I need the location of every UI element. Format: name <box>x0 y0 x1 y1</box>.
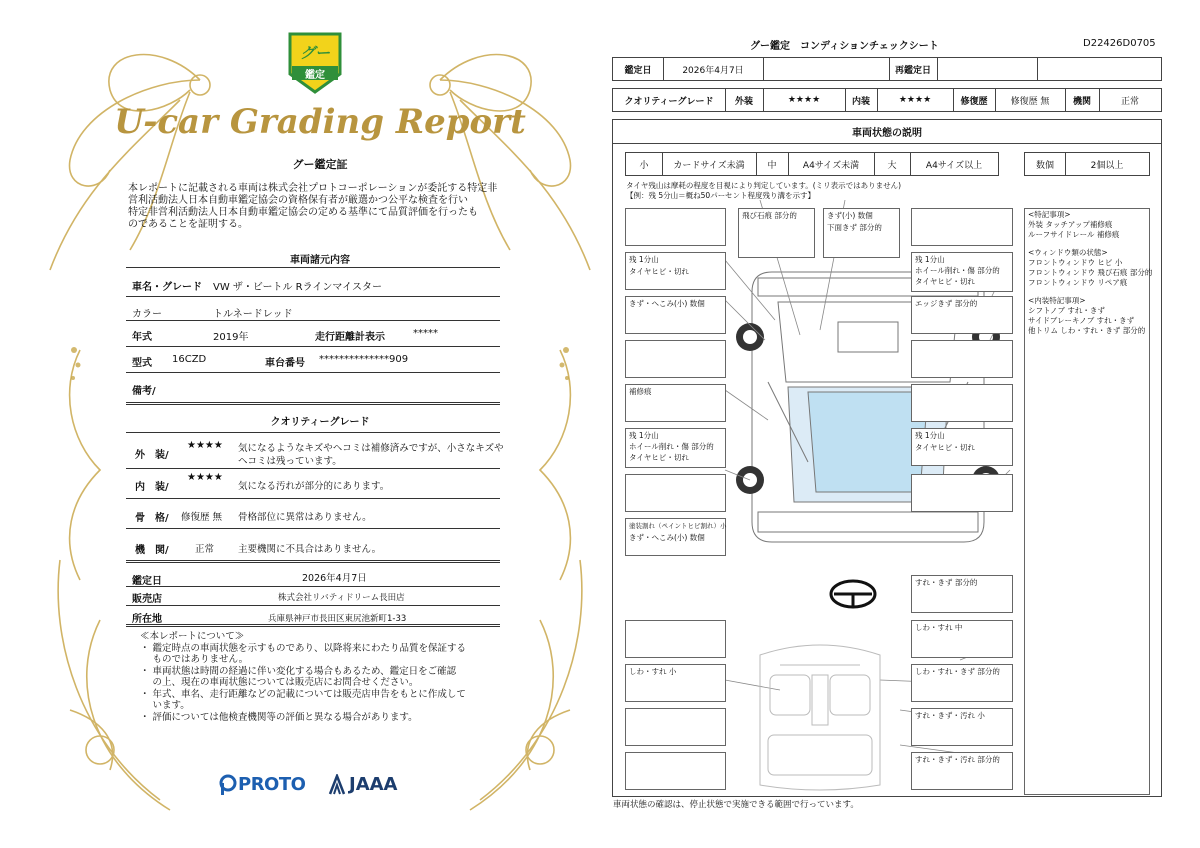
jaaa-logo-text: JAAA <box>349 774 398 795</box>
size-legend <box>625 152 999 176</box>
divider <box>126 267 500 268</box>
note-text: きず・へこみ(小) 数個 <box>629 533 705 542</box>
engine-label: 機 関/ <box>135 545 169 556</box>
exterior-box <box>625 252 726 290</box>
appraisal-date-value: 2026年4月7日 <box>302 573 367 584</box>
exterior-box <box>625 208 726 246</box>
exterior-label: 外 装/ <box>135 450 169 461</box>
count-legend <box>1024 152 1150 176</box>
legend-mid-desc: A4サイズ未満 <box>802 160 860 171</box>
mileage-label: 走行距離計表示 <box>315 332 385 343</box>
special-heading: <特記事項> <box>1028 210 1071 219</box>
badge-bottom-text: 鑑定 <box>305 70 325 81</box>
engine-value: 正常 <box>195 544 215 555</box>
interior-box <box>911 664 1013 702</box>
special-item: 他トリム しわ・すれ・きず 部分的 <box>1028 326 1146 335</box>
car-interior-diagram <box>740 635 900 795</box>
note-line: ・ 年式、車名、走行距離などの記載については販売店申告をもとに作成して <box>140 688 466 700</box>
divider <box>126 372 500 373</box>
special-item: サイドブレーキノブ すれ・きず <box>1028 316 1135 325</box>
exterior-box <box>911 474 1013 512</box>
grade-row <box>612 88 1162 112</box>
tire-note-1: タイヤ残山は摩耗の程度を目視により判定しています。(ミリ表示ではありません) <box>626 181 902 190</box>
special-item: フロントウィンドウ 飛び石痕 部分的 <box>1028 268 1153 277</box>
chassis-label: 車台番号 <box>265 358 305 369</box>
model-label: 型式 <box>132 358 152 369</box>
special-heading: <ウィンドウ類の状態> <box>1028 248 1108 257</box>
divider <box>126 402 500 405</box>
grading-certificate <box>40 20 600 835</box>
note-text: タイヤヒビ・切れ <box>629 267 689 276</box>
note-text: しわ・すれ 小 <box>629 667 677 676</box>
exterior-box <box>625 296 726 334</box>
note-text: すれ・きず 部分的 <box>915 578 978 587</box>
divider <box>126 560 500 563</box>
year-label: 年式 <box>132 332 152 343</box>
repair-value: 修復歴 無 <box>1010 96 1050 107</box>
model-value: 16CZD <box>172 354 207 365</box>
notes-title: ≪本レポートについて≫ <box>140 631 245 642</box>
note-label: 備考/ <box>132 386 156 397</box>
interior-box <box>625 664 726 702</box>
note-line: ものではありません。 <box>140 654 249 665</box>
interior-box <box>625 620 726 658</box>
script-title: U-car Grading Report <box>114 102 526 142</box>
color-value: トルネードレッド <box>213 309 293 320</box>
legend-mid: 中 <box>767 160 777 171</box>
frame-label: 骨 格/ <box>135 513 169 524</box>
interior-box <box>911 752 1013 790</box>
engine-label: 機関 <box>1072 96 1091 107</box>
special-item: フロントウィンドウ リペア痕 <box>1028 278 1128 287</box>
interior-desc: 気になる汚れが部分的にあります。 <box>238 481 390 492</box>
tire-note-2: 【例：残 5分山＝概ね50パーセント程度残り溝を示す】 <box>626 191 816 200</box>
jaaa-logo <box>328 772 408 798</box>
date-row <box>612 57 1162 81</box>
legend-count-desc: 2個以上 <box>1090 160 1124 171</box>
note-text: きず(小) 数個 <box>827 211 873 220</box>
badge-top-text: グー <box>299 44 330 62</box>
interior-box <box>911 575 1013 613</box>
note-text: 下面きず 部分的 <box>827 223 882 232</box>
special-item: ルーフサイドレール 補修痕 <box>1028 230 1120 239</box>
car-name-value: VW ザ・ビートル Rラインマイスター <box>213 282 383 293</box>
mileage-value: ***** <box>413 328 438 339</box>
note-line: の上、現在の車両状態については販売店にお問合せください。 <box>140 677 419 688</box>
note-line: います。 <box>140 700 190 711</box>
exterior-desc-1: 気になるようなキズやヘコミは補修済みですが、小さなキズや <box>238 443 504 454</box>
report-notes <box>140 631 500 723</box>
exterior-stars: ★★★★ <box>787 95 821 105</box>
interior-box <box>625 708 726 746</box>
frame-value: 修復歴 無 <box>181 512 223 523</box>
interior-label: 内装 <box>851 96 870 107</box>
dealer-value: 株式会社リバティドリーム長田店 <box>278 593 405 603</box>
engine-value: 正常 <box>1120 96 1139 107</box>
goo-kantei-badge <box>286 30 344 96</box>
divider <box>126 528 500 529</box>
exterior-box <box>625 340 726 378</box>
intro-line: のであることを証明する。 <box>128 219 248 230</box>
interior-box <box>625 752 726 790</box>
note-text: すれ・きず・汚れ 小 <box>915 711 985 720</box>
exterior-box <box>625 428 726 468</box>
date-value: 2026年4月7日 <box>682 65 744 76</box>
exterior-box <box>911 208 1013 246</box>
exterior-box <box>625 474 726 512</box>
proto-logo <box>218 772 318 798</box>
exterior-box <box>625 384 726 422</box>
date-label: 鑑定日 <box>624 65 652 76</box>
steering-wheel-icon <box>828 578 878 610</box>
intro-line: 本レポートに記載される車両は株式会社プロトコーポレーションが委託する特定非 <box>128 183 498 194</box>
note-text: しわ・すれ 中 <box>915 623 963 632</box>
divider <box>126 346 500 347</box>
note-text: エッジきず 部分的 <box>915 299 978 308</box>
spec-title: 車両諸元内容 <box>290 255 350 266</box>
note-line: ・ 評価については他検査機関等の評価と異なる場合があります。 <box>140 711 418 723</box>
dealer-label: 販売店 <box>132 594 162 605</box>
exterior-box <box>911 252 1013 292</box>
legend-small: 小 <box>639 160 649 171</box>
interior-stars: ★★★★ <box>187 472 223 483</box>
certificate-title: グー鑑定証 <box>292 158 348 171</box>
exterior-desc-2: ヘコミは残っています。 <box>238 456 342 467</box>
footer-note: 車両状態の確認は、停止状態で実施できる範囲で行っています。 <box>613 800 859 810</box>
exterior-stars: ★★★★ <box>187 440 223 451</box>
special-item: フロントウィンドウ ヒビ 小 <box>1028 258 1123 267</box>
divider <box>126 605 500 606</box>
note-text: 塗装割れ（ペイントヒビ割れ）小 <box>629 522 727 530</box>
divider <box>126 624 500 627</box>
exterior-box <box>625 518 726 556</box>
address-label: 所在地 <box>132 614 162 625</box>
legend-large: 大 <box>887 160 897 171</box>
special-item: 外装 タッチアップ補修痕 <box>1028 220 1113 229</box>
exterior-label: 外装 <box>734 96 753 107</box>
exterior-box <box>911 428 1013 466</box>
note-text: しわ・すれ・きず 部分的 <box>915 667 1000 676</box>
note-text: 残 1分山 <box>915 255 945 264</box>
exterior-box <box>823 208 900 258</box>
interior-box <box>911 620 1013 658</box>
legend-count: 数個 <box>1035 160 1054 171</box>
intro-text <box>128 183 548 231</box>
document-id: D22426D0705 <box>1083 38 1156 49</box>
note-text: タイヤヒビ・切れ <box>629 453 689 462</box>
exterior-box <box>911 384 1013 422</box>
divider <box>126 468 500 469</box>
frame-desc: 骨格部位に異常はありません。 <box>238 512 372 523</box>
special-heading: <内装特記事項> <box>1028 296 1086 305</box>
interior-label: 内 装/ <box>135 482 169 493</box>
exterior-box <box>738 208 815 258</box>
divider <box>126 320 500 321</box>
interior-box <box>911 708 1013 746</box>
special-notes <box>1024 208 1153 795</box>
year-value: 2019年 <box>213 332 249 343</box>
grade-title: クオリティーグレード <box>270 417 370 428</box>
chassis-value: **************909 <box>319 354 409 365</box>
legend-small-desc: カードサイズ未満 <box>673 160 745 171</box>
exterior-box <box>911 340 1013 378</box>
repair-label: 修復歴 <box>960 96 988 107</box>
condition-check-sheet <box>600 0 1200 848</box>
divider <box>126 296 500 297</box>
note-line: ・ 鑑定時点の車両状態を示すものであり、以降将来にわたり品質を保証する <box>140 642 467 654</box>
note-text: 補修痕 <box>629 387 652 396</box>
note-text: ホイール削れ・傷 部分的 <box>629 442 714 451</box>
note-text: きず・へこみ(小) 数個 <box>629 299 705 308</box>
legend-large-desc: A4サイズ以上 <box>925 160 983 171</box>
reappraisal-label: 再鑑定日 <box>894 65 931 76</box>
note-text: 残 1分山 <box>629 431 659 440</box>
note-text: 残 1分山 <box>629 255 659 264</box>
note-line: ・ 車両状態は時間の経過に伴い変化する場合もあるため、鑑定日をご確認 <box>140 665 457 677</box>
proto-logo-text: PROTO <box>238 774 306 795</box>
special-item: シフトノブ すれ・きず <box>1028 306 1105 315</box>
exterior-box <box>911 296 1013 334</box>
appraisal-date-label: 鑑定日 <box>132 576 162 587</box>
intro-line: 特定非営利活動法人日本自動車鑑定協会の定める基準にて品質評価を行ったも <box>128 207 478 218</box>
car-name-label: 車名・グレード <box>132 282 202 293</box>
grade-label: クオリティーグレード <box>624 96 714 107</box>
note-text: タイヤヒビ・切れ <box>915 277 975 286</box>
sheet-title: グー鑑定 コンディションチェックシート <box>750 41 939 52</box>
address-value: 兵庫県神戸市長田区東尻池新町1-33 <box>268 614 407 624</box>
note-text: タイヤヒビ・切れ <box>915 443 975 452</box>
divider <box>126 586 500 587</box>
color-label: カラー <box>132 309 162 320</box>
intro-line: 営利活動法人日本自動車鑑定協会の資格保有者が厳選かつ公平な検査を行い <box>128 195 468 206</box>
divider <box>612 143 1162 144</box>
divider <box>126 498 500 499</box>
engine-desc: 主要機関に不具合はありません。 <box>238 544 382 555</box>
note-text: 飛び石痕 部分的 <box>742 211 797 220</box>
note-text: 残 1分山 <box>915 431 945 440</box>
note-text: ホイール削れ・傷 部分的 <box>915 266 1000 275</box>
divider <box>126 432 500 433</box>
note-text: すれ・きず・汚れ 部分的 <box>915 755 1000 764</box>
interior-stars: ★★★★ <box>898 95 932 105</box>
section-title: 車両状態の説明 <box>852 127 922 139</box>
